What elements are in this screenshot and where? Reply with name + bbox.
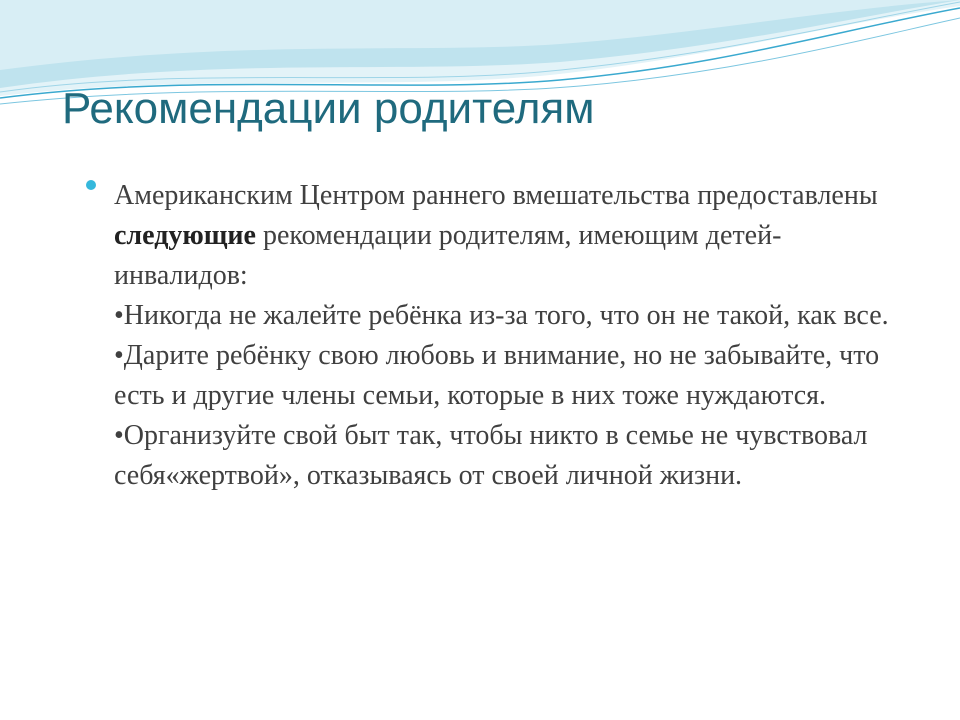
intro-text-before: Американским Центром раннего вмешательства предоставлены [114,180,878,211]
recommendation-item-1: •Никогда не жалейте ребёнка из-за того, что он не такой, как все. [114,300,889,331]
slide-title: Рекомендации родителям [62,84,595,133]
intro-text-after: рекомендации родителям, имеющим детей-инвалидов: [114,220,782,291]
slide-body [114,176,914,496]
recommendation-item-2: •Дарите ребёнку свою любовь и внимание, но не забывайте, что есть и другие члены семьи, которые в них тоже нуждаются. [114,340,880,411]
intro-text-bold: следующие [114,220,256,251]
intro-paragraph [114,176,914,296]
recommendation-item-3: •Организуйте свой быт так, чтобы никто в семье не чувствовал себя«жертвой», отказываясь от своей личной жизни. [114,420,868,491]
round-dot-icon [86,180,96,190]
